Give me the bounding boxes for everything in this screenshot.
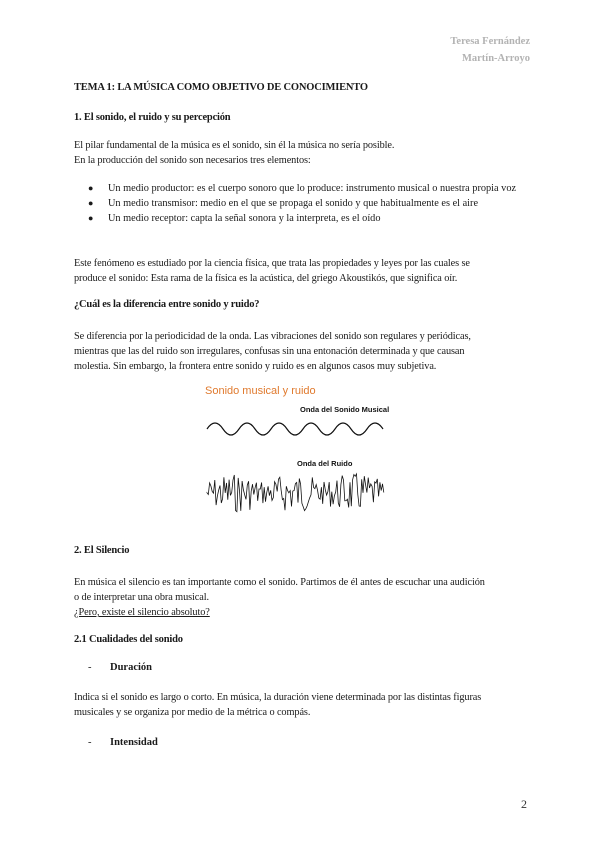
section2-heading: 2. El Silencio: [74, 545, 130, 556]
figure-title: Sonido musical y ruido: [205, 385, 316, 397]
question-line1: Se diferencia por la periodicidad de la onda. Las vibraciones del sonido son regulares y periódicas,: [74, 331, 471, 342]
duracion-line1: Indica si el sonido es largo o corto. En música, la duración viene determinada por las distintas figuras: [74, 692, 482, 703]
section1-intro: [74, 138, 534, 168]
silence-line2: o de interpretar una obra musical.: [74, 592, 209, 603]
duracion-paragraph: [74, 690, 536, 720]
musical-sine-wave: [207, 423, 383, 435]
noise-wave: [207, 474, 384, 512]
bullet-text: Un medio receptor: capta la señal sonora y la interpreta, es el oído: [108, 213, 381, 224]
document-title: TEMA 1: LA MÚSICA COMO OBJETIVO DE CONOCIMIENTO: [74, 82, 368, 93]
acoustics-line2: produce el sonido: Esta rama de la física es la acústica, del griego Akoustikós, que significa oír.: [74, 273, 458, 284]
acoustics-line1: Este fenómeno es estudiado por la ciencia física, que trata las propiedades y leyes por las cuales se: [74, 258, 470, 269]
acoustics-paragraph: [74, 256, 534, 286]
question-heading: ¿Cuál es la diferencia entre sonido y ruido?: [74, 299, 260, 310]
intensidad-item: [88, 737, 158, 748]
section1-intro-line2: En la producción del sonido son necesarios tres elementos:: [74, 155, 311, 166]
bullet-icon: ●: [88, 198, 94, 208]
noise-wave-label: Onda del Ruido: [297, 459, 353, 468]
dash-marker: -: [88, 737, 92, 748]
list-item: [88, 196, 528, 211]
dash-marker: -: [88, 662, 92, 673]
silence-paragraph: [74, 575, 536, 620]
bullet-icon: ●: [88, 183, 94, 193]
section1-intro-line1: El pilar fundamental de la música es el sonido, sin él la música no sería posible.: [74, 140, 395, 151]
list-item: [88, 211, 528, 226]
question-line3: molestia. Sin embargo, la frontera entre sonido y ruido es en algunos casos muy subjetiva.: [74, 361, 437, 372]
elements-list: [88, 181, 528, 226]
silence-question: ¿Pero, existe el silencio absoluto?: [74, 607, 210, 618]
bullet-icon: ●: [88, 213, 94, 223]
musical-wave-label: Onda del Sonido Musical: [300, 405, 390, 414]
sound-noise-figure: [205, 383, 390, 518]
bullet-text: Un medio productor: es el cuerpo sonoro que lo produce: instrumento musical o nuestra propia voz: [108, 183, 517, 194]
question-paragraph: [74, 329, 534, 374]
question-line2: mientras que las del ruido son irregulares, confusas sin una entonación determinada y que causan: [74, 346, 465, 357]
duracion-label: Duración: [110, 662, 152, 673]
duracion-line2: musicales y se organiza por medio de la métrica o compás.: [74, 707, 311, 718]
list-item: [88, 181, 528, 196]
intensidad-label: Intensidad: [110, 737, 158, 748]
author-header: [450, 33, 530, 67]
section21-heading: 2.1 Cualidades del sonido: [74, 634, 183, 645]
author-surname: Martín-Arroyo: [461, 53, 530, 64]
bullet-text: Un medio transmisor: medio en el que se propaga el sonido y que habitualmente es el aire: [108, 198, 479, 209]
section1-heading: 1. El sonido, el ruido y su percepción: [74, 112, 231, 123]
silence-line1: En música el silencio es tan importante como el sonido. Partimos de él antes de escuchar una audición: [74, 577, 485, 588]
author-name: Teresa Fernández: [450, 36, 530, 47]
duracion-item: [88, 662, 152, 673]
page-number: 2: [521, 797, 527, 811]
